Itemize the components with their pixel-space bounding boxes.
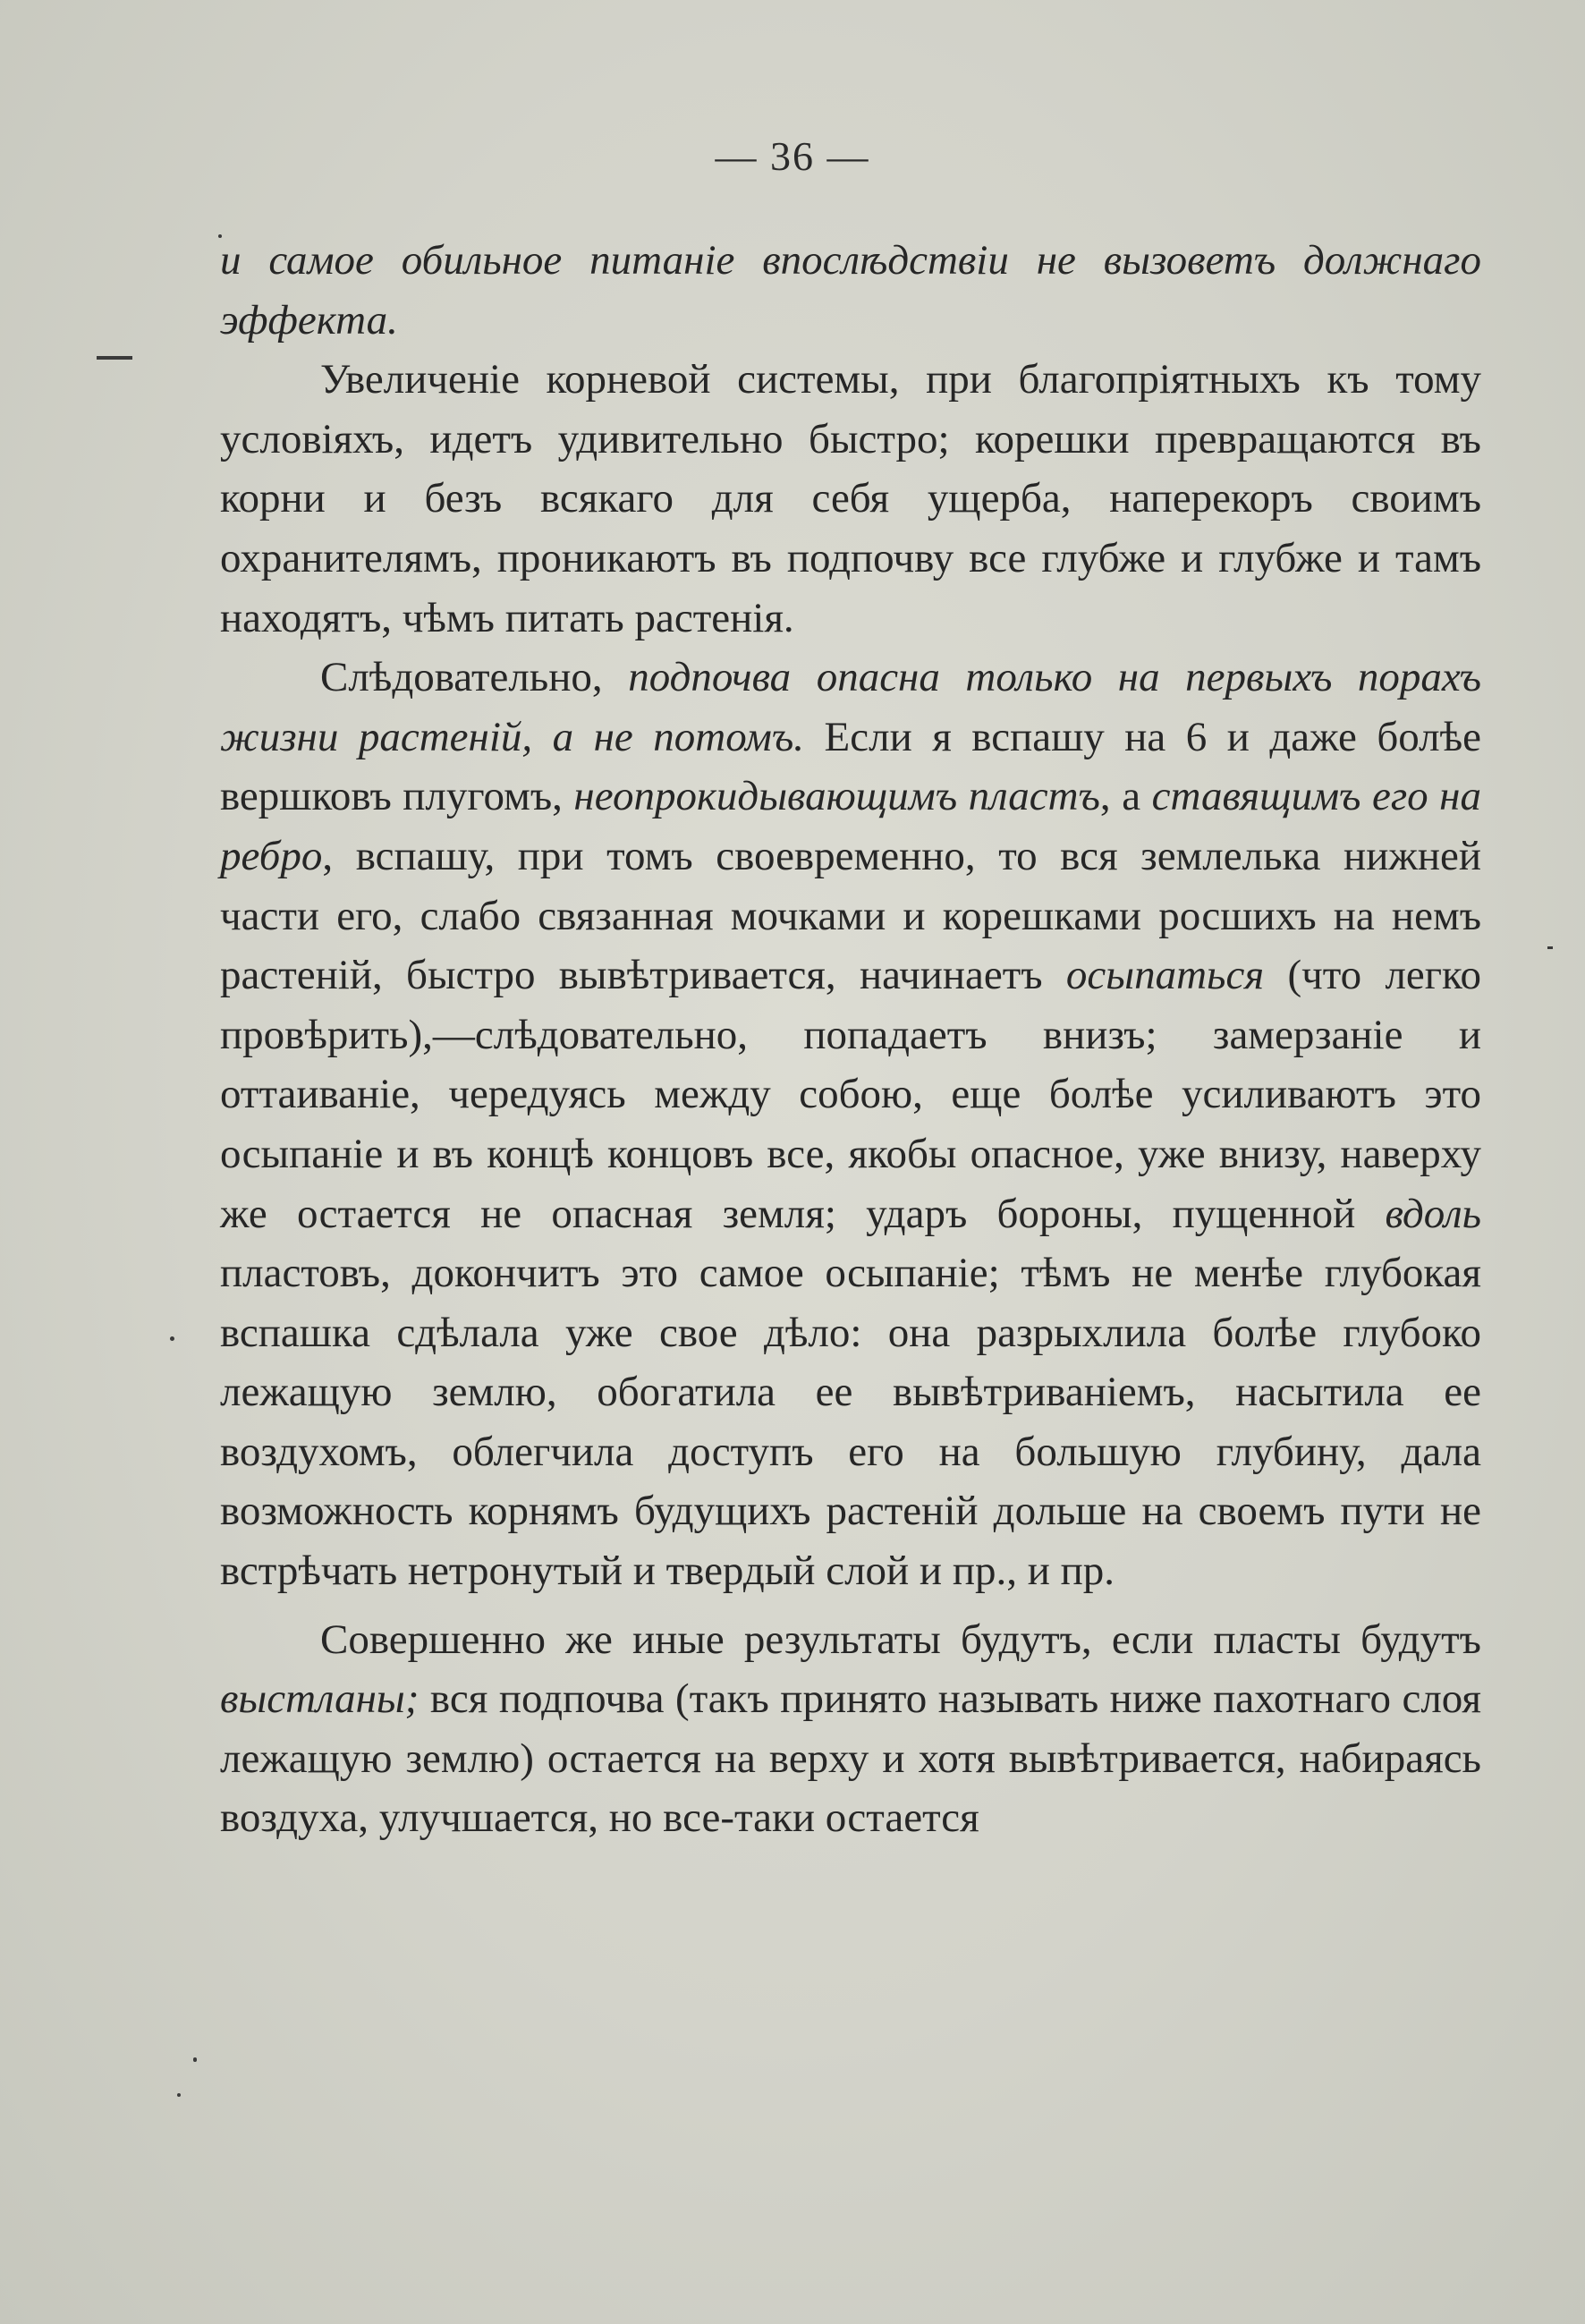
paragraph — [220, 648, 1481, 1601]
paragraph — [220, 231, 1481, 350]
text-run: Если я вспашу на 6 и даже болѣе вершковъ плугомъ, — [220, 713, 1481, 820]
italic-text-run: ставящимъ его на ребро — [220, 773, 1481, 879]
ink-speck — [193, 2057, 197, 2062]
italic-text-run: вдоль — [1385, 1190, 1481, 1237]
ink-speck — [177, 2093, 181, 2097]
text-run: Совершенно же иные результаты будутъ, если пласты будутъ — [320, 1616, 1481, 1663]
margin-dash-mark — [97, 356, 132, 360]
text-run: Слѣдовательно, — [320, 654, 629, 701]
text-run: , а — [1099, 773, 1152, 820]
text-run: вся подпочва (такъ принято называть ниже пахотнаго слоя лежащую землю) остается на верху и хотя вывѣтривается, набираясь воздуха, улучшается, но все-таки остается — [220, 1675, 1481, 1842]
body-text — [220, 231, 1481, 1848]
page-number: — 36 — — [715, 133, 870, 179]
paragraph — [220, 1610, 1481, 1848]
italic-text-run: неопрокидывающимъ пластъ — [573, 773, 1100, 820]
italic-text-run: подпочва опасна только на первыхъ порахъ жизни растеній, а не потомъ. — [220, 654, 1481, 760]
italic-text-run: и самое обильное питаніе впослѣдствіи не вызоветъ должнаго эффекта. — [220, 237, 1481, 344]
ink-speck — [1547, 946, 1553, 949]
text-run: Увеличеніе корневой системы, при благопріятныхъ къ тому условіяхъ, идетъ удивительно быстро; корешки превращаются въ корни и безъ всякаго для себя ущерба, наперекоръ своимъ охранителямъ, проникаютъ въ подпочву все глубже и глубже и тамъ находятъ, чѣмъ питать растенія. — [220, 356, 1481, 641]
text-run: пластовъ, докончитъ это самое осыпаніе; тѣмъ не менѣе глубокая вспашка сдѣлала уже свое дѣло: она разрыхлила болѣе глубоко лежащую землю, обогатила ее вывѣтриваніемъ, насытила ее воздухомъ, облегчила доступъ его на большую глубину, дала возможность корнямъ будущихъ растеній дольше на своемъ пути не встрѣчать нетронутый и твердый слой и пр., и пр. — [220, 1250, 1481, 1595]
paragraph — [220, 350, 1481, 648]
italic-text-run: выстланы; — [220, 1675, 420, 1723]
text-run: , вспашу, при томъ своевременно, то вся землелька нижней части его, слабо связанная мочками и корешками росшихъ на немъ растеній, быстро вывѣтривается, начинаетъ — [220, 832, 1481, 999]
italic-text-run: осыпаться — [1065, 952, 1265, 999]
text-run: (что легко провѣрить),—слѣдовательно, попадаетъ внизъ; замерзаніе и оттаиваніе, чередуясь между собою, еще болѣе усиливаютъ это осыпаніе и въ концѣ концовъ все, якобы опасное, уже внизу, наверху же остается не опасная земля; ударъ бороны, пущенной — [220, 952, 1481, 1237]
ink-speck — [170, 1336, 174, 1341]
